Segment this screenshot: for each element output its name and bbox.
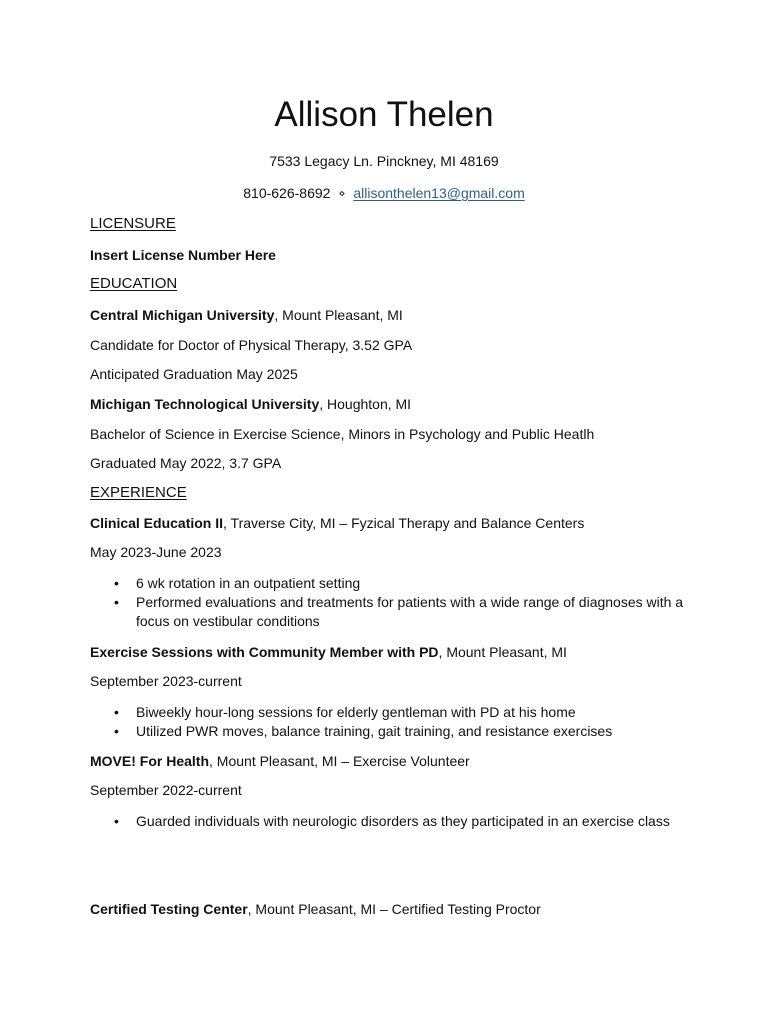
- bullet-item: • Performed evaluations and treatments for patients with a wide range of diagnoses with a focus on vestibular conditions: [90, 593, 690, 631]
- experience-bullets: [90, 574, 690, 631]
- email-link[interactable]: allisonthelen13@gmail.com: [353, 185, 525, 201]
- experience-dates: May 2023-June 2023: [90, 544, 222, 560]
- phone-number: 810-626-8692: [243, 185, 331, 201]
- address-line: 7533 Legacy Ln. Pinckney, MI 48169: [269, 153, 499, 169]
- section-heading-education: EDUCATION: [90, 275, 178, 292]
- school-detail: Candidate for Doctor of Physical Therapy, 3.52 GPA: [90, 337, 413, 353]
- experience-bullets: [90, 703, 690, 741]
- experience-dates: September 2023-current: [90, 673, 242, 689]
- school-name: Michigan Technological University: [90, 396, 320, 412]
- experience-entry: [90, 752, 470, 770]
- experience-detail: , Mount Pleasant, MI: [438, 644, 567, 660]
- experience-entry: [90, 643, 567, 661]
- school-location: , Houghton, MI: [319, 396, 412, 412]
- school-location: , Mount Pleasant, MI: [274, 307, 403, 323]
- bullet-item: • Biweekly hour-long sessions for elderly gentleman with PD at his home: [90, 703, 690, 722]
- school-detail: Anticipated Graduation May 2025: [90, 366, 298, 382]
- section-heading-experience: EXPERIENCE: [90, 484, 187, 501]
- bullet-item: • Guarded individuals with neurologic disorders as they participated in an exercise class: [90, 812, 690, 831]
- license-number: Insert License Number Here: [90, 247, 276, 263]
- section-heading-licensure: LICENSURE: [90, 215, 176, 232]
- school-detail: Bachelor of Science in Exercise Science, Minors in Psychology and Public Heatlh: [90, 426, 595, 442]
- candidate-name: Allison Thelen: [274, 95, 494, 134]
- experience-dates: September 2022-current: [90, 782, 242, 798]
- school-detail: Graduated May 2022, 3.7 GPA: [90, 455, 282, 471]
- experience-detail: , Mount Pleasant, MI – Exercise Volunteer: [209, 753, 470, 769]
- experience-detail: , Traverse City, MI – Fyzical Therapy and Balance Centers: [223, 515, 585, 531]
- bullet-item: • 6 wk rotation in an outpatient setting: [90, 574, 690, 593]
- diamond-separator-icon: ⋄: [338, 188, 346, 200]
- experience-title: MOVE! For Health: [90, 753, 210, 769]
- school-entry: [90, 395, 411, 413]
- school-name: Central Michigan University: [90, 307, 275, 323]
- experience-entry: [90, 514, 584, 532]
- experience-detail: , Mount Pleasant, MI – Certified Testing Proctor: [247, 901, 541, 917]
- experience-bullets: [90, 812, 690, 831]
- school-entry: [90, 306, 403, 324]
- experience-title: Exercise Sessions with Community Member with PD: [90, 644, 439, 660]
- bullet-item: • Utilized PWR moves, balance training, gait training, and resistance exercises: [90, 722, 690, 741]
- contact-line: [0, 184, 768, 204]
- experience-entry: [90, 900, 541, 918]
- experience-title: Clinical Education II: [90, 515, 224, 531]
- experience-title: Certified Testing Center: [90, 901, 248, 917]
